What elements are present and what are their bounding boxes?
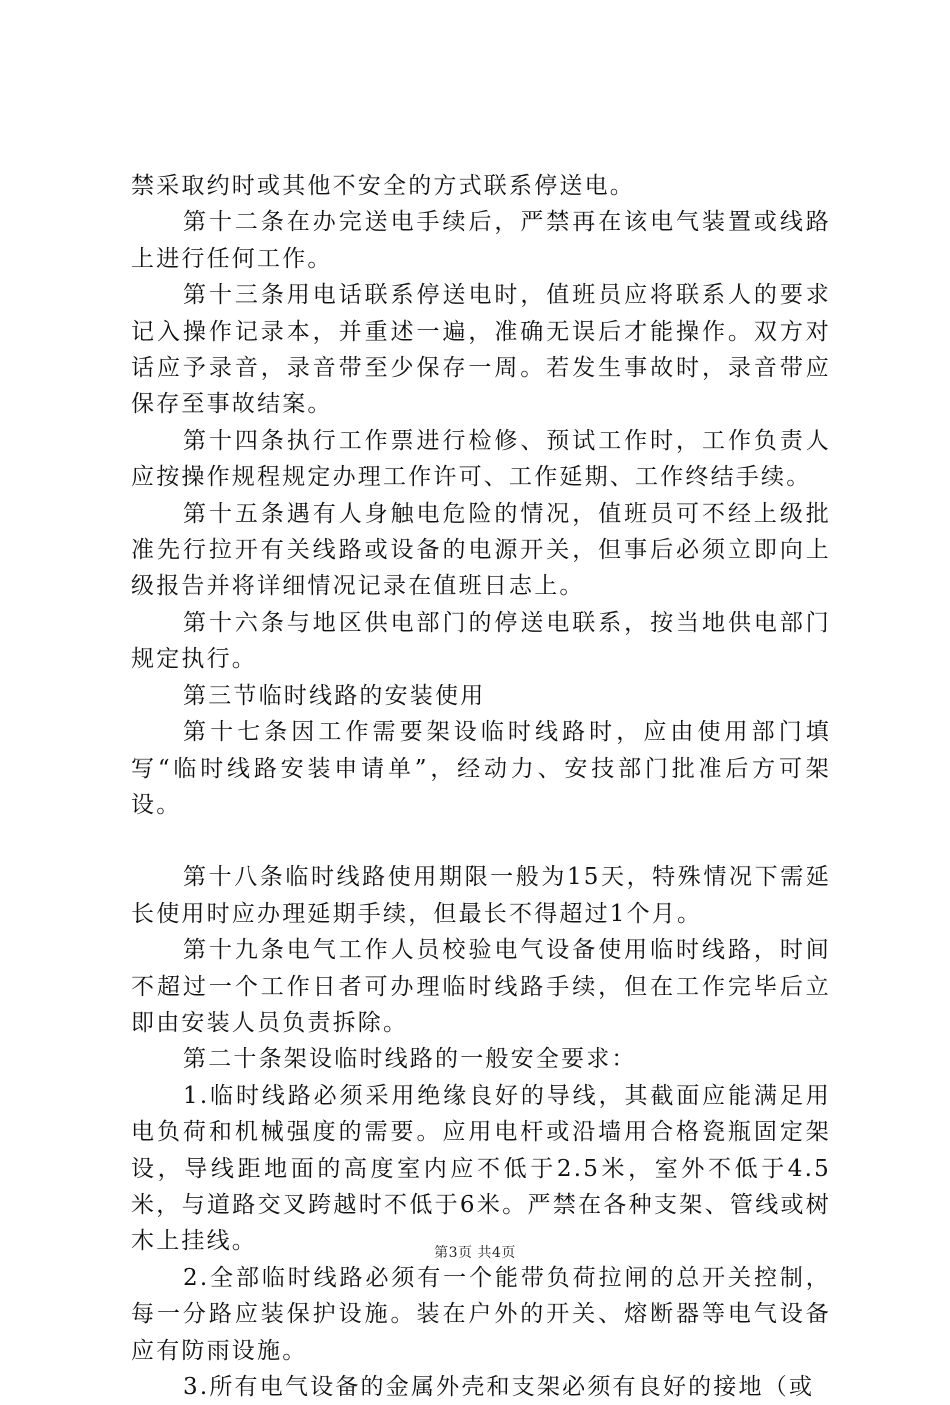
- section-3-heading: 第三节临时线路的安装使用: [183, 682, 486, 709]
- article-19: 第十九条电气工作人员校验电气设备使用临时线路，时间不超过一个工作日者可办理临时线路手续，但在工作完毕后立即由安装人员负责拆除。: [131, 937, 831, 1036]
- paragraph-continuation: 禁采取约时或其他不安全的方式联系停送电。: [131, 173, 635, 199]
- article-17: 第十七条因工作需要架设临时线路时，应由使用部门填写“临时线路安装申请单”，经动力、安技部门批准后方可架设。: [131, 719, 831, 818]
- article-12: 第十二条在办完送电手续后，严禁再在该电气装置或线路上进行任何工作。: [131, 209, 831, 272]
- article-18: 第十八条临时线路使用期限一般为15天，特殊情况下需延长使用时应办理延期手续，但最长不得超过1个月。: [131, 864, 831, 927]
- document-body: [131, 168, 831, 1405]
- article-13: 第十三条用电话联系停送电时，值班员应将联系人的要求记入操作记录本，并重述一遍，准确无误后才能操作。双方对话应予录音，录音带至少保存一周。若发生事故时，录音带应保存至事故结案。: [131, 282, 831, 418]
- article-16: 第十六条与地区供电部门的停送电联系，按当地供电部门规定执行。: [131, 609, 831, 673]
- requirement-2: 2.全部临时线路必须有一个能带负荷拉闸的总开关控制，每一分路应装保护设施。装在户外的开关、熔断器等电气设备应有防雨设施。: [131, 1264, 831, 1364]
- requirement-3: 3.所有电气设备的金属外壳和支架必须有良好的接地（或: [183, 1374, 815, 1400]
- requirement-1: 1.临时线路必须采用绝缘良好的导线，其截面应能满足用电负荷和机械强度的需要。应用电杆或沿墙用合格瓷瓶固定架设，导线距地面的高度室内应不低于2.5米，室外不低于4.5米，与道路交叉跨越时不低于6米。严禁在各种支架、管线或树木上挂线。: [131, 1082, 831, 1255]
- page-number-footer: 第3页 共4页: [434, 1245, 516, 1261]
- article-20: 第二十条架设临时线路的一般安全要求：: [183, 1046, 637, 1073]
- article-15: 第十五条遇有人身触电危险的情况，值班员可不经上级批准先行拉开有关线路或设备的电源开关，但事后必须立即向上级报告并将详细情况记录在值班日志上。: [131, 500, 831, 600]
- article-14: 第十四条执行工作票进行检修、预试工作时，工作负责人应按操作规程规定办理工作许可、工作延期、工作终结手续。: [131, 427, 831, 491]
